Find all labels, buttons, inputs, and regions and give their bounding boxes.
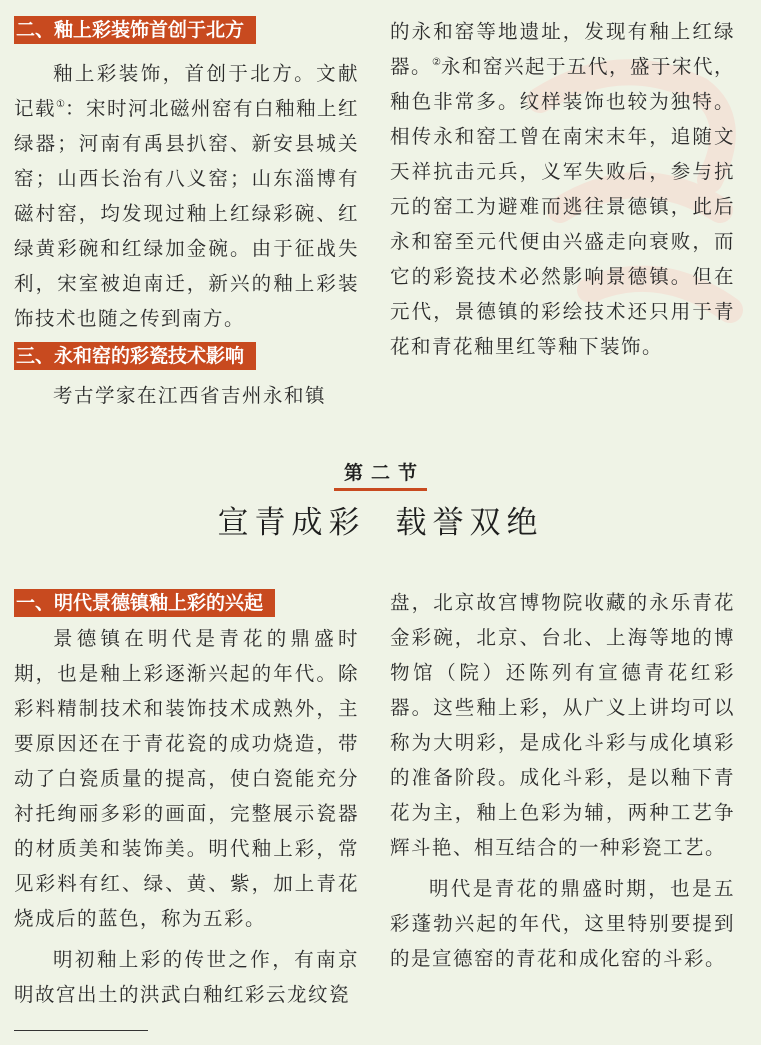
chapter-title xyxy=(0,497,761,542)
paragraph-text: 的永和窑等地遗址，发现有釉上红绿器。 xyxy=(390,20,735,78)
footnote-marker-1: ① xyxy=(56,99,65,110)
chapter-title-part2: 载誉双绝 xyxy=(395,505,544,541)
paragraph: 景德镇在明代是青花的鼎盛时期，也是釉上彩逐渐兴起的年代。除彩料精制技术和装饰技术成熟外，主要原因还在于青花瓷的成功烧造，带动了白瓷质量的提高，使白瓷能充分衬托绚丽多彩的画面，完整展示瓷器的材质美和装饰美。明代釉上彩，常见彩料有红、绿、黄、紫，加上青花烧成后的蓝色，称为五彩。 xyxy=(14,627,359,930)
paragraph: 明代是青花的鼎盛时期，也是五彩蓬勃兴起的年代，这里特别要提到的是宣德窑的青花和成化窑的斗彩。 xyxy=(390,877,735,970)
paragraph-text: ：宋时河北磁州窑有白釉釉上红绿器；河南有禹县扒窑、新安县城关窑；山西长治有八义窑；山东淄博有磁村窑，均发现过釉上红绿彩碗、红绿黄彩碗和红绿加金碗。由于征战失利，宋室被迫南迁，新兴的釉上彩装饰技术也随之传到南方。 xyxy=(14,97,359,330)
bottom-right-column xyxy=(390,585,735,976)
footnote-divider xyxy=(14,1030,148,1031)
paragraph-text: 永和窑兴起于五代，盛于宋代，釉色非常多。纹样装饰也较为独特。相传永和窑工曾在南宋末年，追随文天祥抗击元兵，义军失败后，参与抗元的窑工为避难而逃往景德镇，此后永和窑至元代便由兴盛走向衰败，而它的彩瓷技术必然影响景德镇。但在元代，景德镇的彩绘技术还只用于青花和青花釉里红等釉下装饰。 xyxy=(390,55,735,358)
chapter-heading xyxy=(0,458,761,542)
chapter-label: 第二节 xyxy=(334,458,427,491)
paragraph: 考古学家在江西省吉州永和镇 xyxy=(53,384,327,407)
paragraph: 盘，北京故宫博物院收藏的永乐青花金彩碗，北京、台北、上海等地的博物馆（院）还陈列有宣德青花红彩器。这些釉上彩，从广义上讲均可以称为大明彩，是成化斗彩与成化填彩的准备阶段。成化斗彩，是以釉下青花为主，釉上色彩为辅，两种工艺争辉斗艳、相互结合的一种彩瓷工艺。 xyxy=(390,591,735,859)
footnote-marker-2: ② xyxy=(432,57,441,68)
paragraph xyxy=(14,56,359,336)
bottom-left-column xyxy=(14,589,359,1012)
chapter-title-part1: 宣青成彩 xyxy=(217,505,366,541)
section-heading-2: 二、釉上彩装饰首创于北方 xyxy=(14,16,256,44)
section-heading-1: 一、明代景德镇釉上彩的兴起 xyxy=(14,589,275,617)
paragraph: 明初釉上彩的传世之作，有南京明故宫出土的洪武白釉红彩云龙纹瓷 xyxy=(14,948,359,1006)
top-right-column xyxy=(390,14,735,364)
paragraph-text: 釉上彩装饰，首创于北方。文献记载 xyxy=(14,62,359,120)
section-heading-3: 三、永和窑的彩瓷技术影响 xyxy=(14,342,256,370)
top-left-column xyxy=(14,16,359,413)
paragraph xyxy=(390,14,735,364)
